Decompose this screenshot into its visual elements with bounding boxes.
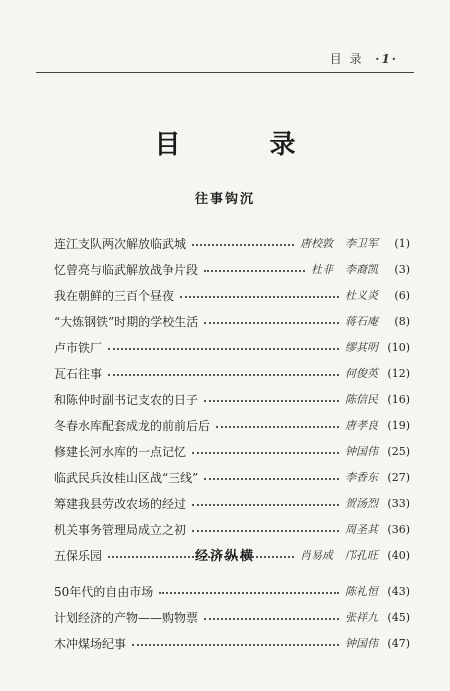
toc-entry[interactable] [54, 604, 410, 630]
toc-entry[interactable] [54, 630, 410, 656]
toc-entry-title: 50年代的自由市场 [54, 584, 154, 599]
dot-leader [204, 322, 339, 324]
dot-leader [108, 348, 339, 350]
toc-entry[interactable] [54, 230, 410, 256]
toc-entry-page-number: (8) [394, 314, 410, 328]
toc-list-section-2 [54, 578, 410, 656]
toc-entry-title: 木冲煤场纪事 [54, 636, 127, 651]
section-heading-1: 往事钩沉 [194, 192, 255, 207]
toc-entry-page-number: (27) [387, 470, 410, 484]
toc-entry-title: 忆曾亮与临武解放战争片段 [54, 262, 199, 277]
toc-entry-author-2: 陈信民 [345, 393, 378, 406]
toc-entry-title: 计划经济的产物——购物票 [54, 610, 199, 625]
toc-entry-page-number: (12) [387, 366, 410, 380]
toc-entry-page-number: (3) [394, 262, 410, 276]
running-header [330, 50, 398, 67]
toc-entry[interactable] [54, 438, 410, 464]
dot-leader [204, 478, 339, 480]
toc-entry-title: 修建长河水库的一点记忆 [54, 444, 187, 459]
running-header-label: 目 录 [329, 52, 364, 66]
toc-entry-page-number: (6) [394, 288, 410, 302]
dot-leader [204, 618, 339, 620]
toc-entry-title: 筹建我县劳改农场的经过 [54, 496, 187, 511]
header-rule [36, 72, 414, 73]
toc-entry-author-2: 李香东 [345, 471, 378, 484]
toc-entry-author-2: 钟国伟 [345, 445, 378, 458]
toc-entry-page-number: (40) [387, 548, 410, 562]
dot-leader [108, 374, 339, 376]
toc-entry-page-number: (16) [387, 392, 410, 406]
toc-entry-title: 五保乐园 [54, 548, 103, 563]
toc-entry[interactable] [54, 578, 410, 604]
running-header-page-number: ·1· [375, 52, 398, 66]
toc-entry-page-number: (36) [387, 522, 410, 536]
toc-entry-author-2: 钟国伟 [345, 637, 378, 650]
dot-leader [204, 400, 339, 402]
toc-entry[interactable] [54, 256, 410, 282]
dot-leader [192, 504, 339, 506]
toc-entry[interactable] [54, 412, 410, 438]
toc-entry[interactable] [54, 386, 410, 412]
toc-entry-author-2: 何俊英 [345, 367, 378, 380]
toc-entry-page-number: (19) [387, 418, 410, 432]
toc-list-section-1 [54, 230, 410, 568]
page-title: 目 录 [154, 130, 336, 160]
toc-entry-title: 卢市铁厂 [54, 340, 103, 355]
toc-entry[interactable] [54, 490, 410, 516]
toc-entry-title: 机关事务管理局成立之初 [54, 522, 187, 537]
toc-entry[interactable] [54, 282, 410, 308]
toc-entry-author: 杜非 [311, 263, 333, 276]
toc-entry[interactable] [54, 360, 410, 386]
toc-entry-title: 瓦石往事 [54, 366, 103, 381]
toc-entry-author-2: 李裔凯 [345, 263, 378, 276]
toc-entry-author-2: 唐孝良 [345, 419, 378, 432]
toc-entry-author-2: 贺汤烈 [345, 497, 378, 510]
toc-entry[interactable] [54, 464, 410, 490]
toc-entry-page-number: (10) [387, 340, 410, 354]
toc-entry-author-2: 邝孔旺 [345, 549, 378, 562]
toc-entry-author-2: 李卫军 [345, 237, 378, 250]
toc-entry-author-2: 蒋石庵 [345, 315, 378, 328]
toc-entry-title: 我在朝鲜的三百个昼夜 [54, 288, 175, 303]
toc-entry-title: 冬春水库配套成龙的前前后后 [54, 418, 211, 433]
dot-leader [180, 296, 339, 298]
toc-entry[interactable] [54, 334, 410, 360]
section-heading-2: 经济纵横 [194, 549, 255, 564]
toc-entry-title: “大炼钢铁”时期的学校生活 [54, 314, 199, 329]
toc-entry-author-2: 杜义炎 [345, 289, 378, 302]
toc-entry-author-2: 陈礼恒 [345, 585, 378, 598]
dot-leader [192, 244, 294, 246]
toc-entry-author-2: 张祥九 [345, 611, 378, 624]
toc-entry-page-number: (1) [394, 236, 410, 250]
dot-leader [132, 644, 339, 646]
dot-leader [204, 270, 305, 272]
toc-entry-title: 和陈仲时副书记支农的日子 [54, 392, 199, 407]
toc-entry-page-number: (45) [387, 610, 410, 624]
toc-entry-author-2: 周圣其 [345, 523, 378, 536]
toc-entry-author-2: 缪其明 [345, 341, 378, 354]
toc-entry[interactable] [54, 516, 410, 542]
toc-entry-title: 临武民兵汝桂山区战“三线” [54, 470, 199, 485]
toc-entry-page-number: (25) [387, 444, 410, 458]
toc-entry-author: 肖易成 [300, 549, 333, 562]
dot-leader [159, 592, 339, 594]
toc-entry-page-number: (43) [387, 584, 410, 598]
dot-leader [216, 426, 339, 428]
dot-leader [192, 452, 339, 454]
toc-entry-author: 唐校敦 [300, 237, 333, 250]
dot-leader [192, 530, 339, 532]
toc-entry-title: 连江支队两次解放临武城 [54, 236, 187, 251]
toc-entry-page-number: (33) [387, 496, 410, 510]
toc-entry-page-number: (47) [387, 636, 410, 650]
toc-entry[interactable] [54, 308, 410, 334]
